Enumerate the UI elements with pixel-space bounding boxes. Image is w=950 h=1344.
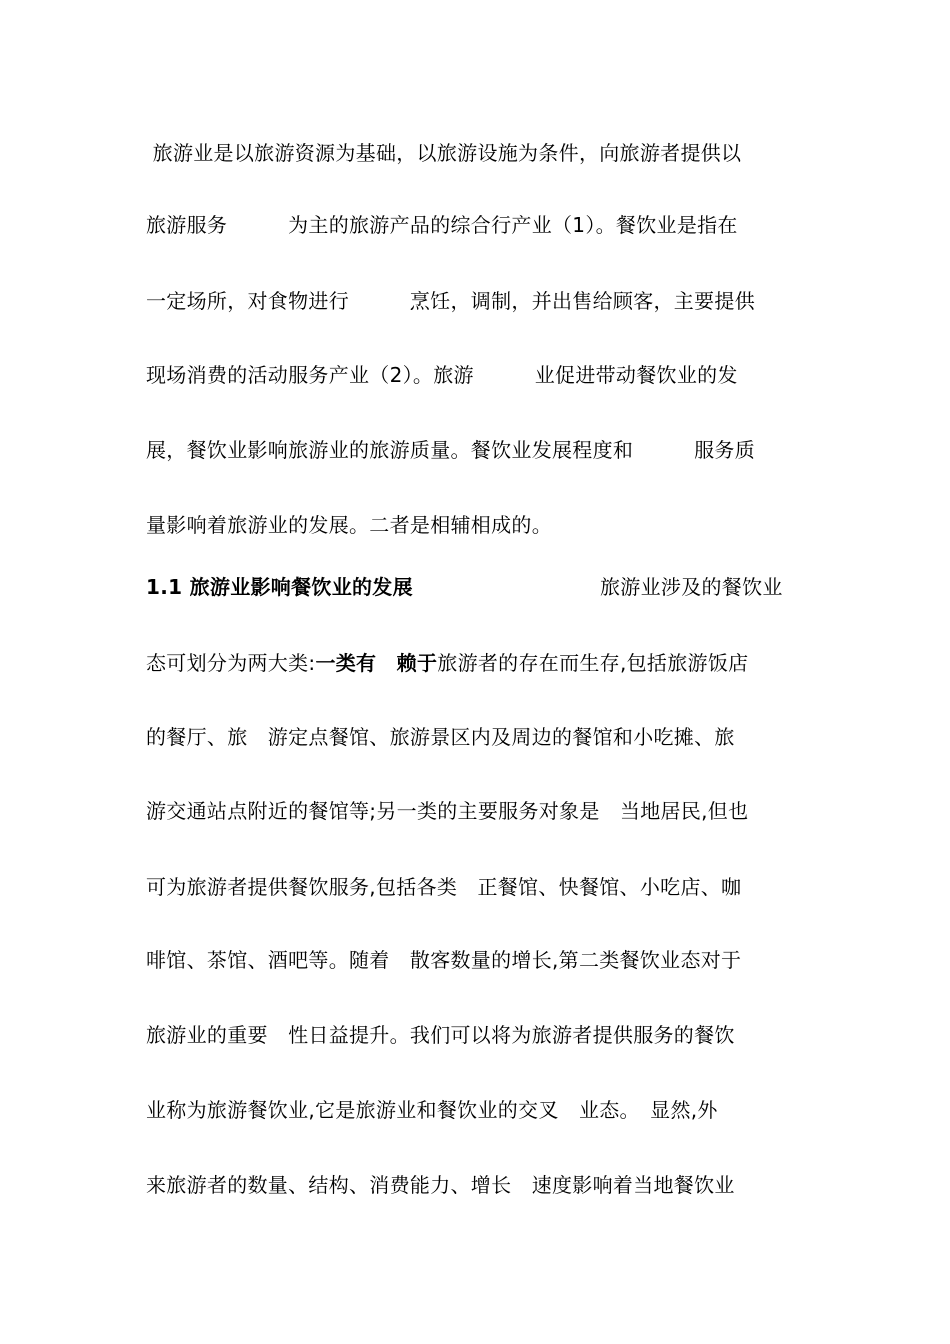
paragraph-1-line-4: 现场消费的活动服务产业（2）。旅游 业促进带动餐饮业的发 (146, 363, 738, 387)
paragraph-2-line-6: 啡馆、茶馆、酒吧等。随着 散客数量的增长,第二类餐饮业态对于 (146, 948, 742, 972)
paragraph-2-line-3: 的餐厅、旅 游定点餐馆、旅游景区内及周边的餐馆和小吃摊、旅 (146, 725, 735, 749)
paragraph-1-line-5: 展，餐饮业影响旅游业的旅游质量。餐饮业发展程度和 服务质 (146, 438, 755, 462)
paragraph-2-line-2 (146, 650, 806, 676)
paragraph-1-line-3: 一定场所，对食物进行 烹饪，调制，并出售给顾客，主要提供 (146, 289, 755, 313)
paragraph-2-line-8: 业称为旅游餐饮业,它是旅游业和餐饮业的交叉 业态。 显然,外 (146, 1098, 718, 1122)
paragraph-1-line-1: 旅游业是以旅游资源为基础，以旅游设施为条件，向旅游者提供以 (146, 141, 742, 165)
paragraph-1-line-2: 旅游服务 为主的旅游产品的综合行产业（1）。餐饮业是指在 (146, 213, 738, 237)
paragraph-2-line-2-post: 旅游者的存在而生存,包括旅游饭店 (437, 651, 749, 675)
paragraph-2-line-7: 旅游业的重要 性日益提升。我们可以将为旅游者提供服务的餐饮 (146, 1023, 735, 1047)
paragraph-2-line-4: 游交通站点附近的餐馆等;另一类的主要服务对象是 当地居民,但也 (146, 799, 749, 823)
paragraph-1-line-6: 量影响着旅游业的发展。二者是相辅相成的。 (146, 513, 552, 537)
paragraph-2-line-9: 来旅游者的数量、结构、消费能力、增长 速度影响着当地餐饮业 (146, 1173, 735, 1197)
paragraph-2-line-2-pre: 态可划分为两大类: (146, 651, 316, 675)
section-heading: 1.1 旅游业影响餐饮业的发展 (146, 575, 413, 599)
paragraph-2-line-5: 可为旅游者提供餐饮服务,包括各类 正餐馆、快餐馆、小吃店、咖 (146, 875, 742, 899)
paragraph-2-line-2-bold: 一类有 赖于 (315, 651, 438, 675)
paragraph-2-line-1-tail: 旅游业涉及的餐饮业 (600, 575, 783, 599)
